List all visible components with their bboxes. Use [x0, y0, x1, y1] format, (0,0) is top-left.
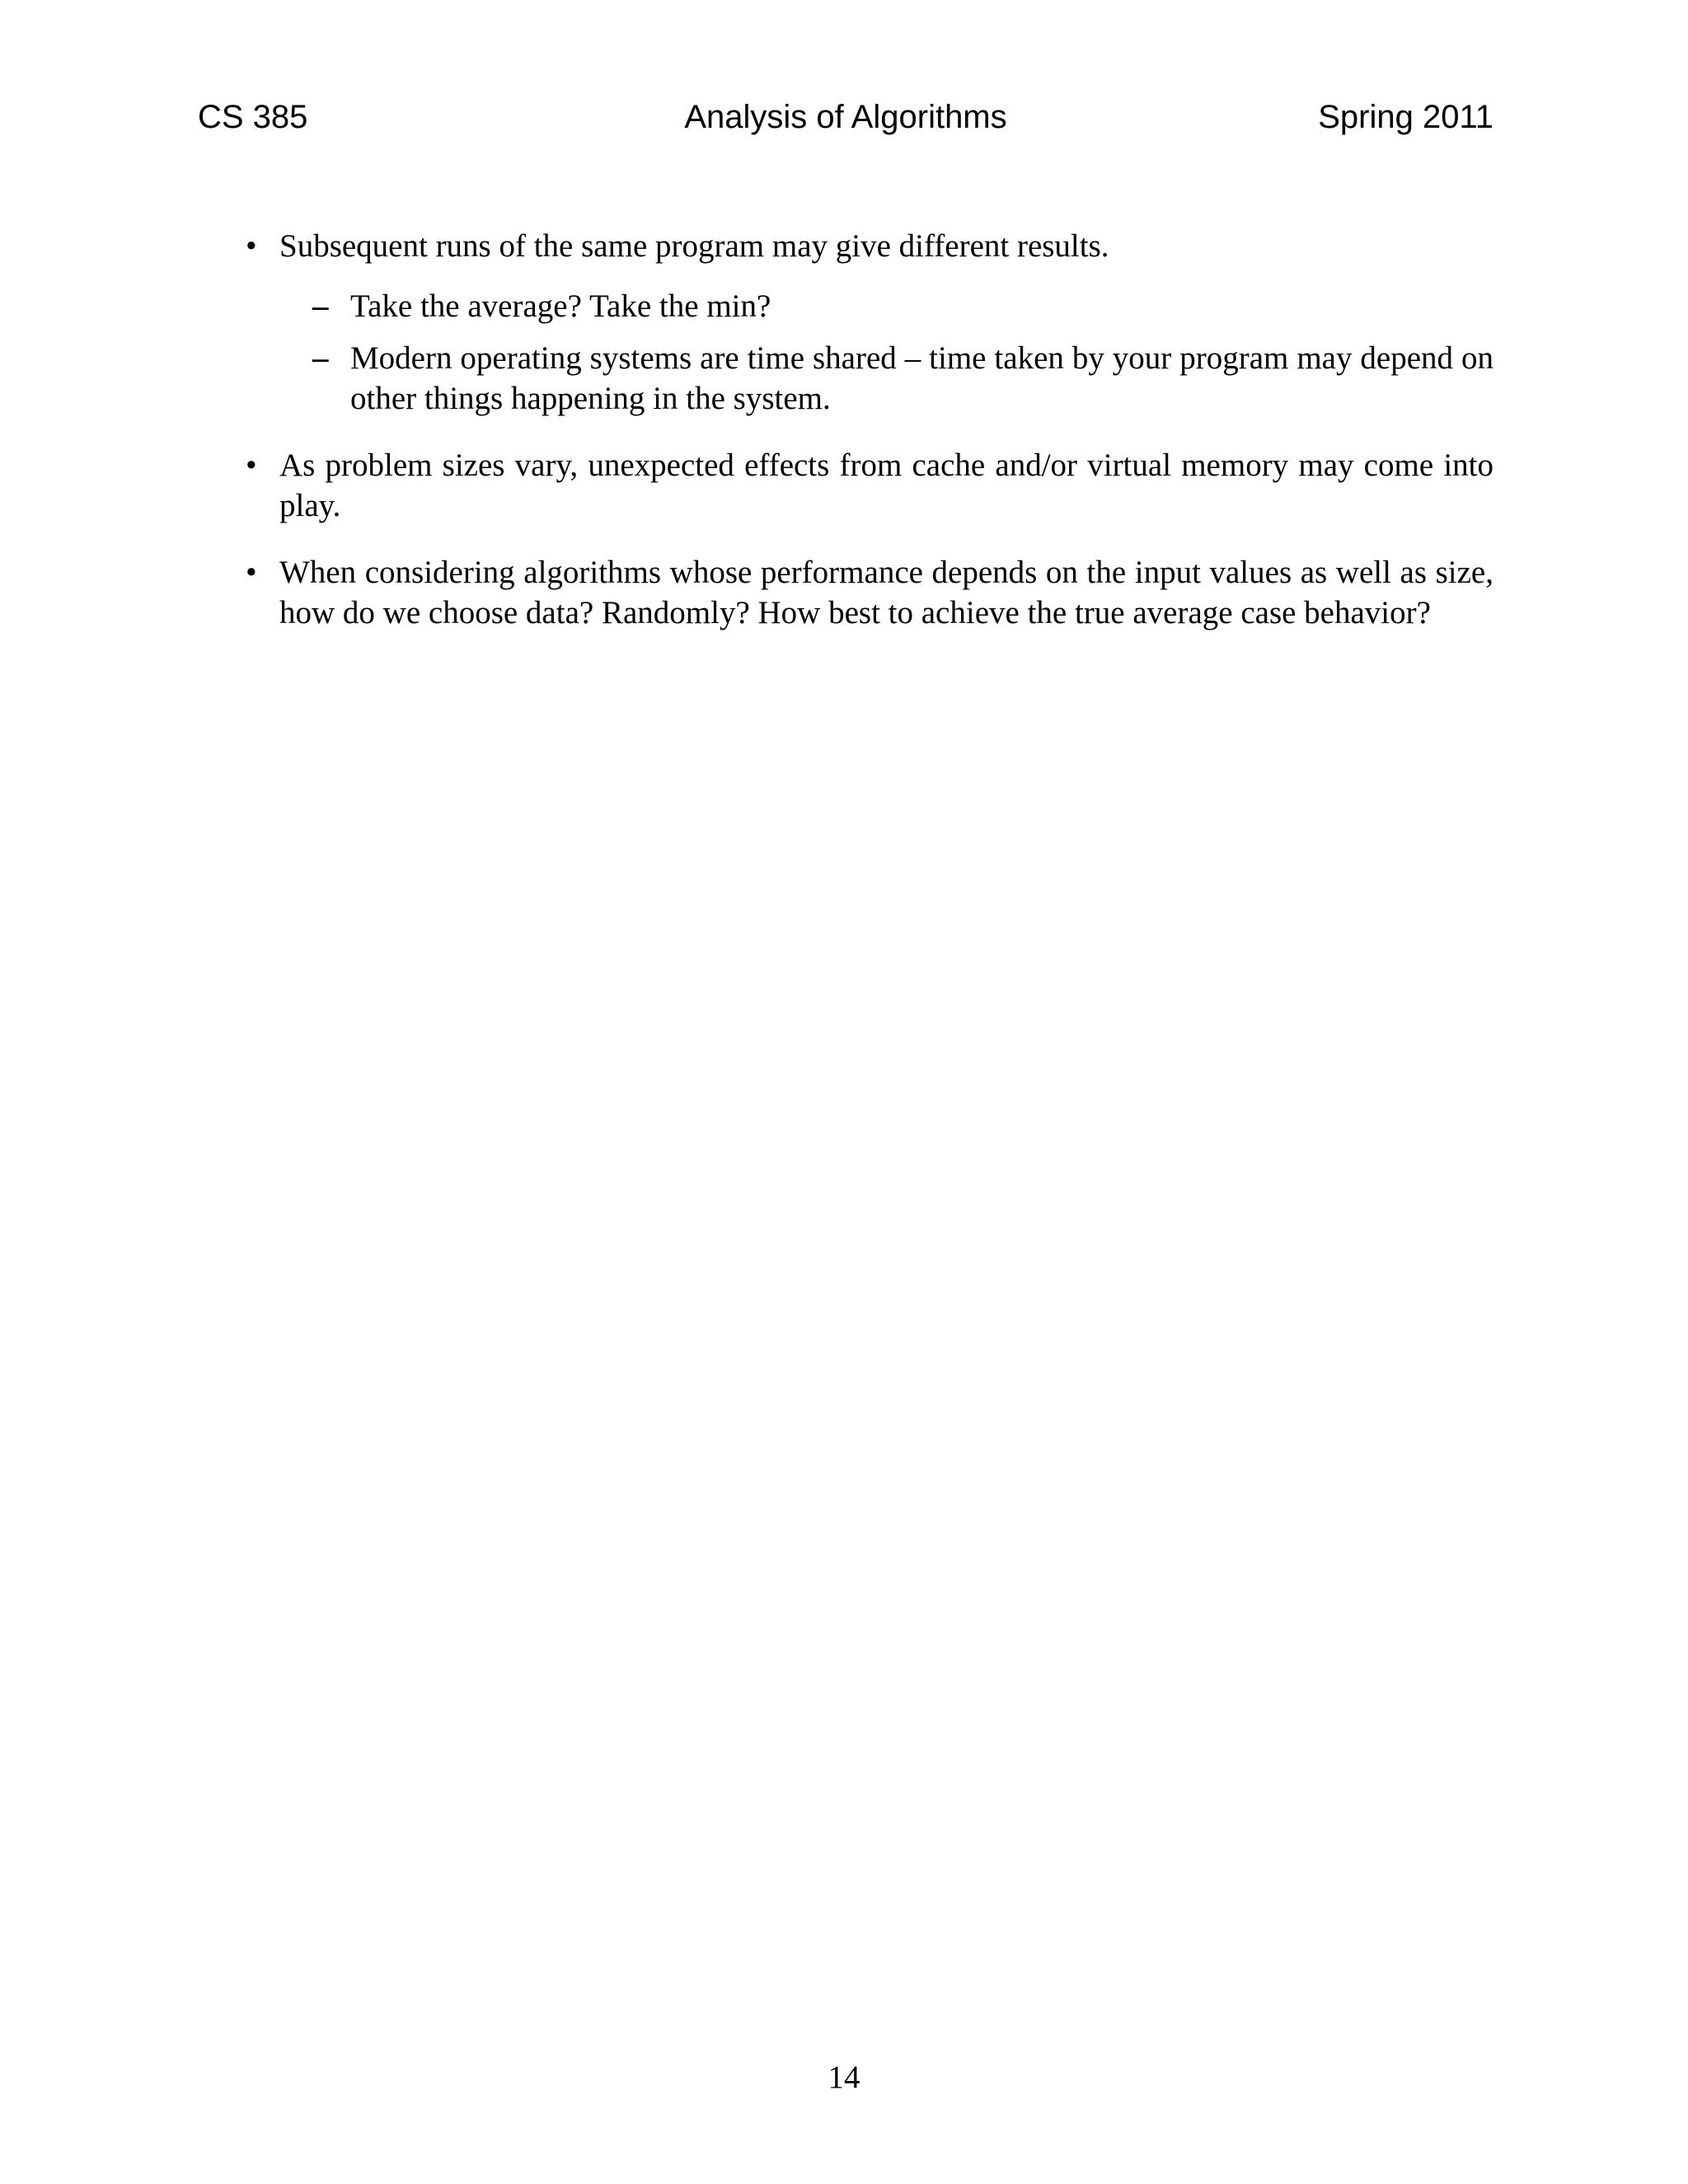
sub-item-text: Take the average? Take the min?: [350, 288, 771, 324]
page-number: 14: [828, 2060, 860, 2095]
bullet-item: [242, 552, 1493, 633]
sub-item-text: Modern operating systems are time shared – time taken by your program may depend on other things happening in the system.: [350, 340, 1493, 416]
bullet-text: Subsequent runs of the same program may give different results.: [279, 228, 1109, 264]
page-header: [198, 92, 1493, 142]
bullet-marker: •: [246, 228, 257, 264]
sub-list: [279, 286, 1493, 419]
sub-item: [279, 338, 1493, 419]
sub-item: [279, 286, 1493, 326]
dash-marker: –: [312, 340, 329, 376]
bullet-text: As problem sizes vary, unexpected effects from cache and/or virtual memory may come into play.: [279, 448, 1493, 523]
bullet-text: When considering algorithms whose performance depends on the input values as well as size, how do we choose data? Randomly? How best to achieve the true average case behavior?: [279, 555, 1493, 630]
bullet-marker: •: [246, 555, 257, 590]
course-title: Analysis of Algorithms: [684, 99, 1007, 135]
semester: Spring 2011: [1318, 99, 1493, 135]
bullet-list: [242, 226, 1493, 633]
dash-marker: –: [312, 288, 329, 324]
bullet-marker: •: [246, 448, 257, 483]
course-code: CS 385: [198, 99, 308, 135]
page-body: [242, 226, 1493, 659]
bullet-item: [242, 445, 1493, 526]
bullet-item: [242, 226, 1493, 419]
